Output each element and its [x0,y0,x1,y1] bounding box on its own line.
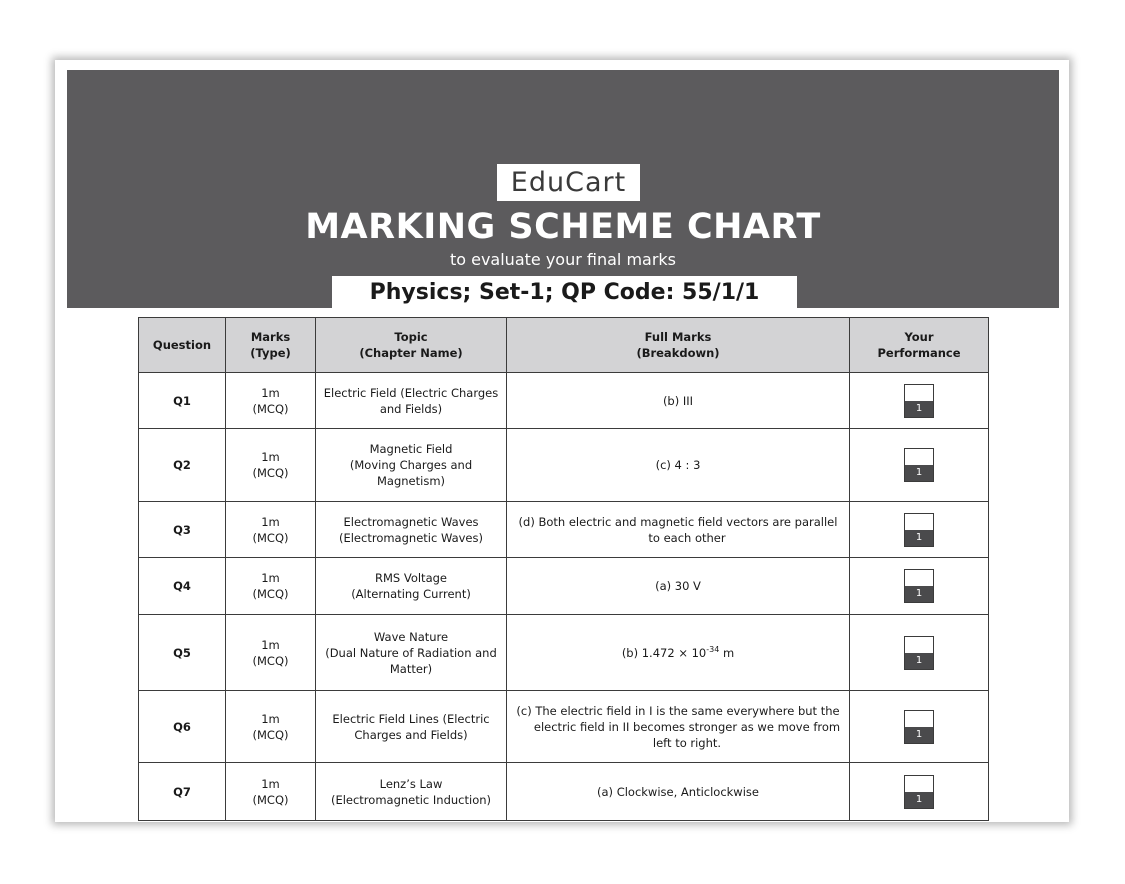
answer-text: (b) III [662,393,694,408]
column-header-full-marks: Full Marks (Breakdown) [507,318,850,373]
table-row [139,373,989,429]
marks-cell [226,615,316,691]
question-number: Q7 [139,763,226,821]
topic-text: Electromagnetic Waves (Electromagnetic Waves) [338,514,483,545]
marks-value: 1m [261,711,280,726]
table-row [139,615,989,691]
table-row [139,502,989,558]
full-marks-cell [507,558,850,615]
table-header-row [139,318,989,373]
marks-value: 1m [261,637,280,652]
question-number: Q2 [139,429,226,502]
full-marks-cell [507,502,850,558]
marks-type: (MCQ) [252,653,289,668]
full-marks-cell [507,615,850,691]
marks-cell [226,763,316,821]
paper-code: Physics; Set-1; QP Code: 55/1/1 [332,276,797,309]
page-subtitle: to evaluate your final marks [449,250,677,269]
marking-table [138,317,989,821]
marks-cell [226,429,316,502]
full-marks-cell [507,429,850,502]
topic-text: Electric Field (Electric Charges and Fields) [323,385,499,416]
full-marks-cell [507,691,850,763]
column-header-marks: Marks (Type) [226,318,316,373]
answer-text: (a) Clockwise, Anticlockwise [597,784,759,799]
question-number: Q6 [139,691,226,763]
topic-text: Lenz’s Law (Electromagnetic Induction) [330,776,492,807]
topic-cell [316,429,507,502]
marks-type: (MCQ) [252,727,289,742]
answer-text: (d) Both electric and magnetic field vectors are parallel to each other [518,514,838,545]
question-number: Q3 [139,502,226,558]
page-title: MARKING SCHEME CHART [305,207,821,247]
performance-marks: 1 [905,586,933,602]
performance-cell [850,373,989,429]
performance-marks: 1 [905,465,933,481]
topic-text: Electric Field Lines (Electric Charges and Fields) [332,711,490,742]
marks-value: 1m [261,514,280,529]
marks-cell [226,502,316,558]
performance-box[interactable] [904,775,934,809]
marks-value: 1m [261,450,280,464]
answer-text: (b) $1.472 \times 10^{-34}$ m [621,644,735,660]
topic-text: RMS Voltage (Alternating Current) [351,571,471,601]
full-marks-cell [507,763,850,821]
performance-box[interactable] [904,448,934,482]
topic-cell [316,558,507,615]
table-row [139,429,989,502]
question-number: Q1 [139,373,226,429]
marks-cell [226,691,316,763]
marks-type: (MCQ) [252,466,289,480]
full-marks-cell [507,373,850,429]
topic-cell [316,763,507,821]
topic-text: Wave Nature (Dual Nature of Radiation and Matter) [325,629,497,676]
performance-cell [850,502,989,558]
topic-text: Magnetic Field (Moving Charges and Magnetism) [349,442,473,488]
answer-text: (a) 30 V [655,579,701,593]
performance-marks: 1 [905,727,933,743]
marks-cell [226,373,316,429]
table-row [139,558,989,615]
marks-cell [226,558,316,615]
marks-type: (MCQ) [252,587,289,601]
topic-cell [316,691,507,763]
marks-type: (MCQ) [252,401,289,416]
performance-box[interactable] [904,384,934,418]
marks-type: (MCQ) [252,792,289,807]
performance-box[interactable] [904,513,934,547]
performance-box[interactable] [904,569,934,603]
performance-cell [850,429,989,502]
marks-value: 1m [261,571,280,585]
performance-cell [850,615,989,691]
performance-cell [850,558,989,615]
question-number: Q5 [139,615,226,691]
topic-cell [316,502,507,558]
performance-box[interactable] [904,710,934,744]
marks-value: 1m [261,776,280,791]
column-header-question: Question [139,318,226,373]
performance-marks: 1 [905,530,933,546]
performance-marks: 1 [905,792,933,808]
performance-box[interactable] [904,636,934,670]
performance-marks: 1 [905,401,933,417]
table-row [139,691,989,763]
marking-scheme-sheet [55,60,1069,822]
answer-text: (c) The electric field in I is the same everywhere but the electric field in II becomes stronger as we move from left to right. [516,703,841,750]
educart-logo: EduCart [497,164,640,201]
topic-cell [316,373,507,429]
marks-type: (MCQ) [252,530,289,545]
question-number: Q4 [139,558,226,615]
performance-cell [850,691,989,763]
topic-cell [316,615,507,691]
performance-cell [850,763,989,821]
header-banner [67,70,1059,308]
performance-marks: 1 [905,653,933,669]
column-header-topic: Topic (Chapter Name) [316,318,507,373]
table-row [139,763,989,821]
column-header-performance: Your Performance [850,318,989,373]
marks-value: 1m [261,385,280,400]
answer-text: (c) 4 : 3 [655,458,701,472]
